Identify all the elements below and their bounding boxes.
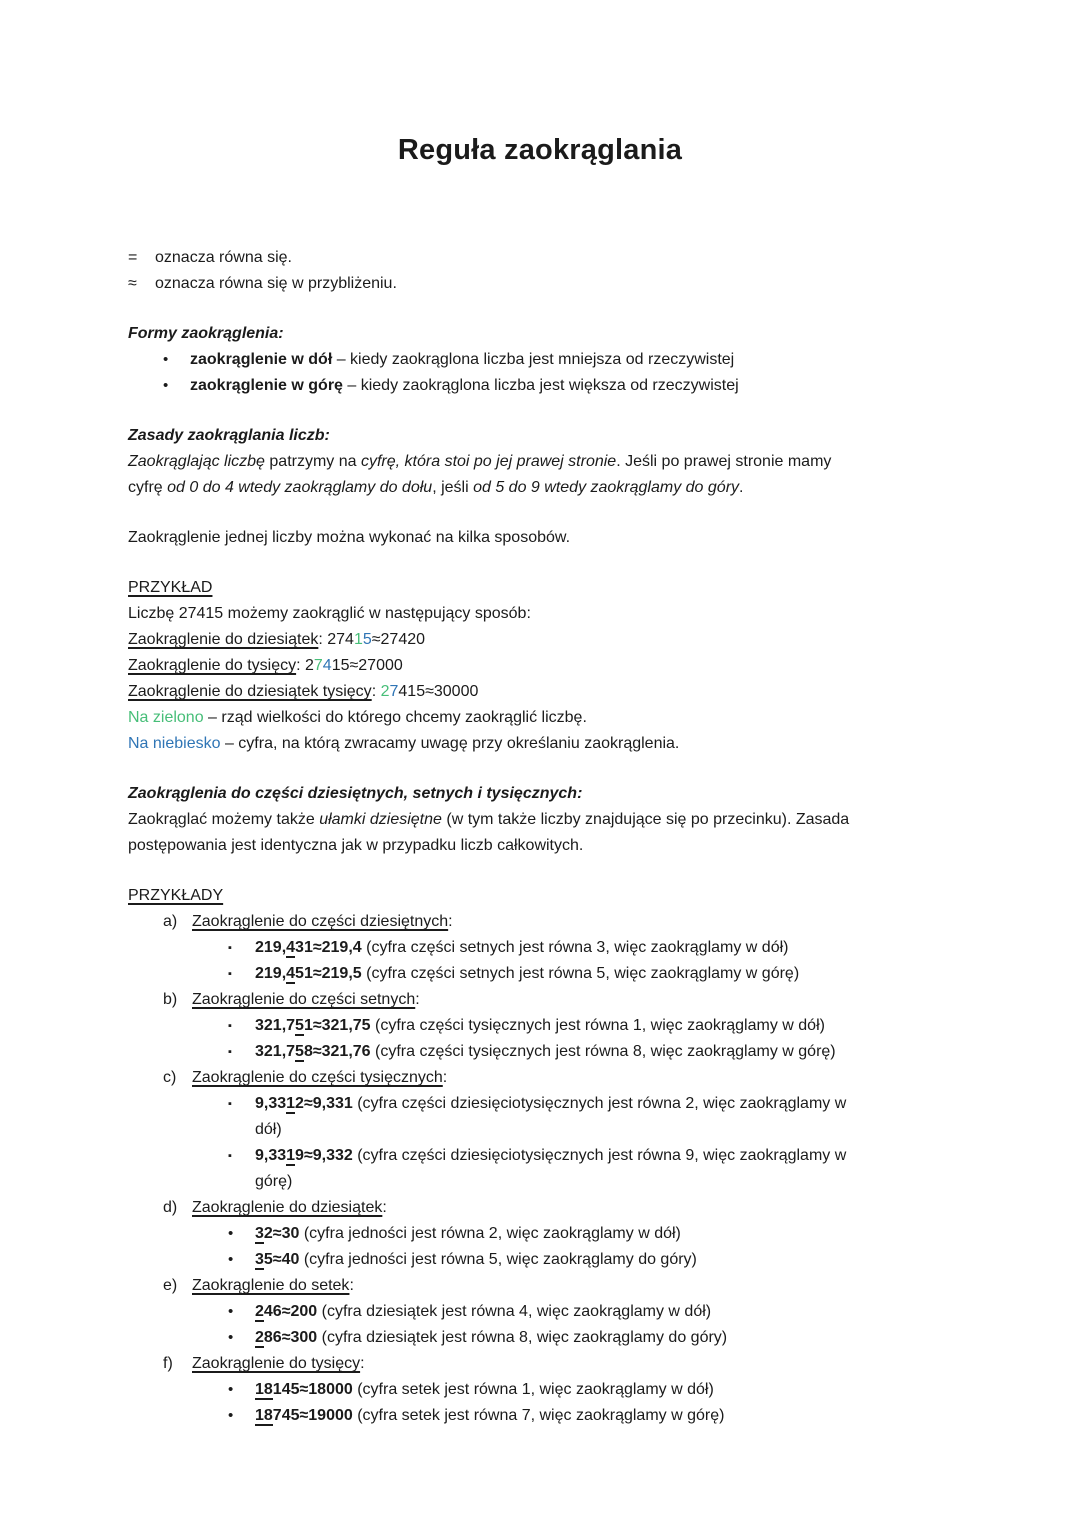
colon: : <box>448 913 453 930</box>
bullet-icon: • <box>228 1381 234 1398</box>
example-text <box>255 1247 952 1273</box>
explanation: (cyfra części setnych jest równa 3, więc zaokrąglamy w dół) <box>361 939 789 956</box>
item-heading-text: Zaokrąglenie do części tysięcznych <box>192 1069 443 1086</box>
paragraph: Zaokrąglenie jednej liczby można wykonać na kilka sposobów. <box>128 529 571 546</box>
section-zasady <box>128 423 952 501</box>
number: 321,7 <box>255 1043 296 1060</box>
bullet-icon: • <box>228 1407 234 1424</box>
section-heading: Zasady zaokrąglania liczb: <box>128 427 330 444</box>
number: 321,7 <box>255 1017 296 1034</box>
underlined-digit: 4 <box>286 939 296 956</box>
example-bullet <box>228 1013 952 1039</box>
blue-label: Na niebiesko <box>128 735 221 752</box>
lettered-item-e <box>163 1273 952 1299</box>
explanation-wrap: górę) <box>255 1173 293 1190</box>
explanation: (cyfra części dziesięciotysięcznych jest równa 9, więc zaokrąglamy w <box>352 1147 847 1164</box>
list-item-text <box>190 373 952 399</box>
text-italic: Zaokrąglając liczbę <box>128 453 265 470</box>
explanation: (cyfra setek jest równa 1, więc zaokrąglamy w dół) <box>352 1381 714 1398</box>
symbol-legend <box>128 245 952 297</box>
legend-row <box>128 245 952 271</box>
example-text <box>255 1091 952 1143</box>
lettered-item-a <box>163 909 952 935</box>
digit-blue: 7 <box>389 683 399 700</box>
example-bullet <box>228 1221 952 1247</box>
underlined-digit: 5 <box>295 1043 304 1060</box>
colon: : <box>415 991 420 1008</box>
list-item <box>163 347 952 373</box>
section-heading: Zaokrąglenia do części dziesiętnych, setnych i tysięcznych: <box>128 785 583 802</box>
item-heading-text: Zaokrąglenie do dziesiątek <box>192 1199 383 1216</box>
digit-blue: 5 <box>362 631 372 648</box>
underlined-digit: 1 <box>286 1095 296 1112</box>
number: 9,33 <box>255 1095 287 1112</box>
number: 219, <box>255 939 287 956</box>
number: 31≈219,4 <box>295 939 362 956</box>
text-italic: cyfrę, która stoi po jej prawej stronie <box>360 453 617 470</box>
number: 2≈9,331 <box>295 1095 353 1112</box>
item-heading <box>192 1351 952 1377</box>
example-row <box>128 679 952 705</box>
color-note <box>128 705 952 731</box>
colon: : <box>360 1355 365 1372</box>
item-letter: d) <box>163 1199 178 1216</box>
number: 8≈321,76 <box>303 1043 371 1060</box>
explanation: (cyfra dziesiątek jest równa 4, więc zaokrąglamy w dół) <box>317 1303 712 1320</box>
explanation: (cyfra części tysięcznych jest równa 1, więc zaokrąglamy w dół) <box>370 1017 825 1034</box>
example-bullet <box>228 1403 952 1429</box>
example-row <box>128 653 952 679</box>
section-heading: Formy zaokrąglenia: <box>128 325 284 342</box>
example-heading: PRZYKŁAD <box>128 579 213 596</box>
digit-blue: 4 <box>322 657 332 674</box>
page-title: Reguła zaokrąglania <box>397 134 683 166</box>
lettered-item-f <box>163 1351 952 1377</box>
explanation: (cyfra dziesiątek jest równa 8, więc zaokrąglamy do góry) <box>317 1329 728 1346</box>
explanation: (cyfra części tysięcznych jest równa 8, więc zaokrąglamy w górę) <box>370 1043 836 1060</box>
example-text <box>255 961 952 987</box>
number: 145≈18000 <box>272 1381 353 1398</box>
legend-row <box>128 271 952 297</box>
example-bullet <box>228 935 952 961</box>
legend-text: oznacza równa się. <box>155 249 292 266</box>
underlined-digit: 1 <box>286 1147 296 1164</box>
digits: 2 <box>304 657 314 674</box>
number: 5≈40 <box>263 1251 300 1268</box>
underlined-digit: 2 <box>255 1329 264 1346</box>
item-letter: e) <box>163 1277 178 1294</box>
number: 2≈30 <box>263 1225 300 1242</box>
example-text <box>255 1143 952 1195</box>
digit-green: 2 <box>380 683 390 700</box>
explanation-wrap: dół) <box>255 1121 282 1138</box>
bullet-icon: • <box>163 351 169 368</box>
paragraph-line <box>128 807 952 833</box>
square-bullet-icon: ▪ <box>228 942 232 954</box>
green-label: Na zielono <box>128 709 204 726</box>
example-bullet <box>228 1091 952 1143</box>
row-label: Zaokrąglenie do dziesiątek <box>128 631 319 648</box>
item-heading-text: Zaokrąglenie do setek <box>192 1277 350 1294</box>
item-heading-text: Zaokrąglenie do części setnych <box>192 991 416 1008</box>
approx-symbol: ≈ <box>128 275 137 292</box>
definition: – kiedy zaokrąglona liczba jest większa od rzeczywistej <box>342 377 739 394</box>
paragraph-line <box>128 449 952 475</box>
row-label: Zaokrąglenie do tysięcy <box>128 657 297 674</box>
separator: : <box>318 631 328 648</box>
square-bullet-icon: ▪ <box>228 1020 232 1032</box>
digits: 274 <box>327 631 354 648</box>
digit-green: 7 <box>313 657 323 674</box>
underlined-digit: 5 <box>295 1017 304 1034</box>
square-bullet-icon: ▪ <box>228 1150 232 1162</box>
item-heading <box>192 1065 952 1091</box>
example-bullet <box>228 961 952 987</box>
text-italic: od 0 do 4 wtedy zaokrąglamy do dołu <box>167 479 433 496</box>
item-heading <box>192 1195 952 1221</box>
item-letter: b) <box>163 991 178 1008</box>
square-bullet-icon: ▪ <box>228 968 232 980</box>
example-text <box>255 1299 952 1325</box>
equals-symbol: = <box>128 249 138 266</box>
example-text <box>255 1013 952 1039</box>
example-bullet <box>228 1039 952 1065</box>
square-bullet-icon: ▪ <box>228 1046 232 1058</box>
underlined-digit: 3 <box>255 1225 264 1242</box>
explanation: (cyfra jedności jest równa 2, więc zaokrąglamy w dół) <box>299 1225 681 1242</box>
bullet-icon: • <box>163 377 169 394</box>
text: patrzymy na <box>264 453 361 470</box>
explanation: (cyfra setek jest równa 7, więc zaokrąglamy w górę) <box>352 1407 725 1424</box>
text: . Jeśli po prawej stronie mamy <box>616 453 832 470</box>
lettered-item-c <box>163 1065 952 1091</box>
bullet-icon: • <box>228 1225 234 1242</box>
example-bullet <box>228 1299 952 1325</box>
number: 9≈9,332 <box>295 1147 353 1164</box>
example-text <box>255 1377 952 1403</box>
example-bullet <box>228 1247 952 1273</box>
lettered-item-d <box>163 1195 952 1221</box>
square-bullet-icon: ▪ <box>228 1098 232 1110</box>
text: Zaokrąglać możemy także <box>128 811 320 828</box>
bullet-icon: • <box>228 1329 234 1346</box>
text-italic: ułamki dziesiętne <box>319 811 442 828</box>
term: zaokrąglenie w górę <box>190 377 343 394</box>
bullet-icon: • <box>228 1251 234 1268</box>
item-letter: a) <box>163 913 178 930</box>
number: 86≈300 <box>263 1329 318 1346</box>
underlined-digit: 2 <box>255 1303 264 1320</box>
underlined-digit: 3 <box>255 1251 264 1268</box>
number: 51≈219,5 <box>295 965 362 982</box>
text: cyfrę <box>128 479 168 496</box>
number: 46≈200 <box>263 1303 318 1320</box>
text: (w tym także liczby znajdujące się po przecinku). Zasada <box>441 811 850 828</box>
item-heading <box>192 909 952 935</box>
example-bullet <box>228 1377 952 1403</box>
item-heading <box>192 987 952 1013</box>
note-text: – cyfra, na którą zwracamy uwagę przy określaniu zaokrąglenia. <box>220 735 680 752</box>
item-letter: c) <box>163 1069 177 1086</box>
lettered-item-b <box>163 987 952 1013</box>
underlined-digit: 18 <box>255 1407 273 1424</box>
example-text <box>255 1325 952 1351</box>
term: zaokrąglenie w dół <box>190 351 333 368</box>
digit-green: 1 <box>353 631 363 648</box>
number: 9,33 <box>255 1147 287 1164</box>
separator: : <box>371 683 381 700</box>
example-row <box>128 627 952 653</box>
colon: : <box>349 1277 354 1294</box>
paragraph-line: postępowania jest identyczna jak w przypadku liczb całkowitych. <box>128 837 584 854</box>
definition: – kiedy zaokrąglona liczba jest mniejsza od rzeczywistej <box>332 351 735 368</box>
note-text: – rząd wielkości do którego chcemy zaokrąglić liczbę. <box>203 709 587 726</box>
digits: 15≈27000 <box>331 657 403 674</box>
example-text <box>255 935 952 961</box>
section-przyklady <box>128 883 952 1429</box>
paragraph-line <box>128 475 952 501</box>
example-text <box>255 1403 952 1429</box>
digits: 415≈30000 <box>398 683 479 700</box>
bullet-icon: • <box>228 1303 234 1320</box>
list-item <box>163 373 952 399</box>
example-intro: Liczbę 27415 możemy zaokrąglić w następujący sposób: <box>128 605 531 622</box>
explanation: (cyfra części setnych jest równa 5, więc zaokrąglamy w górę) <box>361 965 800 982</box>
text: , jeśli <box>432 479 474 496</box>
number: 219, <box>255 965 287 982</box>
example-bullet <box>228 1325 952 1351</box>
colon: : <box>442 1069 448 1086</box>
list-item-text <box>190 347 952 373</box>
separator: : <box>296 657 305 674</box>
example-bullet <box>228 1143 952 1195</box>
section-ulamki <box>128 781 952 859</box>
legend-text: oznacza równa się w przybliżeniu. <box>155 275 397 292</box>
explanation: (cyfra części dziesięciotysięcznych jest równa 2, więc zaokrąglamy w <box>352 1095 847 1112</box>
examples-heading: PRZYKŁADY <box>128 887 224 904</box>
item-letter: f) <box>163 1355 173 1372</box>
number: 745≈19000 <box>272 1407 353 1424</box>
item-heading-text: Zaokrąglenie do części dziesiętnych <box>192 913 449 930</box>
row-label: Zaokrąglenie do dziesiątek tysięcy <box>128 683 372 700</box>
explanation: (cyfra jedności jest równa 5, więc zaokrąglamy do góry) <box>299 1251 697 1268</box>
text-italic: od 5 do 9 wtedy zaokrąglamy do góry <box>473 479 740 496</box>
color-note <box>128 731 952 757</box>
section-przyklad <box>128 575 952 757</box>
underlined-digit: 4 <box>286 965 296 982</box>
section-formy <box>128 321 952 399</box>
example-text <box>255 1221 952 1247</box>
digits: ≈27420 <box>371 631 426 648</box>
item-heading-text: Zaokrąglenie do tysięcy <box>192 1355 361 1372</box>
number: 1≈321,75 <box>303 1017 371 1034</box>
text: . <box>739 479 744 496</box>
example-text <box>255 1039 952 1065</box>
colon: : <box>382 1199 387 1216</box>
underlined-digit: 18 <box>255 1381 273 1398</box>
item-heading <box>192 1273 952 1299</box>
